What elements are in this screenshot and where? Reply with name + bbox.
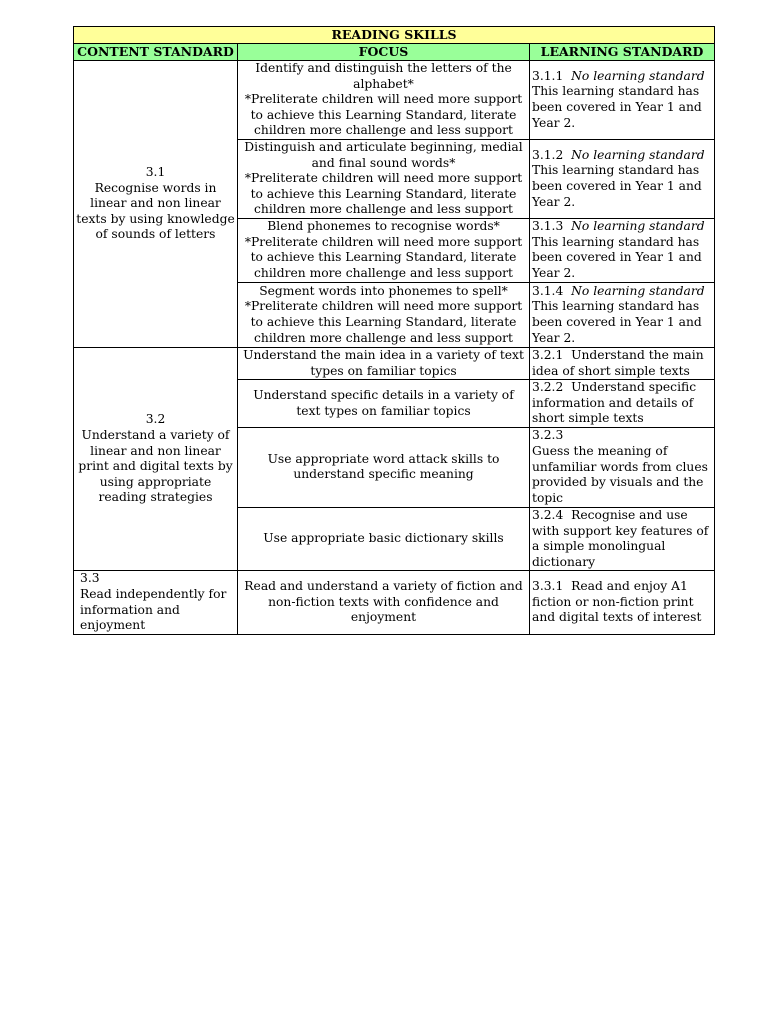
- ls-text: Read and enjoy A1 fiction or non-fiction print and digital texts of interest: [532, 579, 702, 625]
- learning-standard-cell: [530, 507, 715, 570]
- ls-code: 3.2.2: [532, 380, 564, 395]
- focus-main: Understand the main idea in a variety of text types on familiar topics: [243, 347, 524, 378]
- header-content-standard: CONTENT STANDARD: [74, 44, 238, 61]
- focus-cell: [238, 140, 530, 219]
- focus-main: Distinguish and articulate beginning, medial and final sound words*: [244, 140, 523, 170]
- ls-code: 3.1.4: [532, 283, 564, 298]
- ls-text: Recognise and use with support key features of a simple monolingual dictionary: [532, 507, 709, 569]
- content-standard-cell: [74, 61, 238, 348]
- ls-text: This learning standard has been covered in Year 1 and Year 2.: [532, 299, 702, 345]
- table-title: READING SKILLS: [74, 27, 715, 44]
- focus-main: Understand specific details in a variety of text types on familiar topics: [253, 387, 514, 418]
- ls-text: This learning standard has been covered in Year 1 and Year 2.: [532, 84, 702, 130]
- ls-text: This learning standard has been covered in Year 1 and Year 2.: [532, 234, 702, 281]
- ls-code: 3.2.3: [532, 428, 564, 443]
- ls-note: No learning standard: [571, 68, 705, 83]
- focus-main: Read and understand a variety of fiction and non-fiction texts with confidence and enjoyment: [244, 579, 523, 625]
- content-standard-code: 3.1: [145, 165, 166, 179]
- focus-main: Segment words into phonemes to spell*: [259, 283, 508, 298]
- content-standard-code: 3.3: [80, 571, 100, 586]
- table-row: [74, 571, 715, 634]
- content-standard-cell: [74, 347, 238, 570]
- focus-cell: [238, 571, 530, 634]
- header-focus: FOCUS: [238, 44, 530, 61]
- content-standard-text: Read independently for information and enjoyment: [80, 586, 227, 633]
- ls-text: Guess the meaning of unfamiliar words from clues provided by visuals and the topic: [532, 444, 708, 505]
- document-page: [73, 26, 714, 635]
- reading-skills-table: [73, 26, 715, 635]
- focus-main: Use appropriate basic dictionary skills: [263, 531, 504, 546]
- focus-main: Identify and distinguish the letters of the alphabet*: [255, 61, 512, 91]
- focus-cell: [238, 218, 530, 282]
- ls-note: No learning standard: [571, 219, 705, 234]
- content-standard-text: Recognise words in linear and non linear texts by using knowledge of sounds of letters: [76, 180, 235, 242]
- focus-note: *Preliterate children will need more support to achieve this Learning Standard, literate children more challenge and less support: [244, 234, 523, 281]
- header-learning-standard: LEARNING STANDARD: [530, 44, 715, 61]
- ls-text: Understand specific information and details of short simple texts: [532, 380, 697, 426]
- focus-cell: [238, 61, 530, 140]
- content-standard-code: 3.2: [145, 412, 166, 427]
- table-row: [74, 61, 715, 140]
- ls-code: 3.2.1: [532, 347, 564, 362]
- learning-standard-cell: [530, 282, 715, 347]
- learning-standard-cell: [530, 218, 715, 282]
- focus-note: *Preliterate children will need more support to achieve this Learning Standard, literate children more challenge and less support: [244, 171, 523, 217]
- focus-main: Blend phonemes to recognise words*: [267, 219, 500, 234]
- content-standard-cell: [74, 571, 238, 634]
- learning-standard-cell: [530, 347, 715, 379]
- focus-cell: [238, 282, 530, 347]
- focus-note: *Preliterate children will need more support to achieve this Learning Standard, literate children more challenge and less support: [244, 299, 523, 345]
- ls-code: 3.3.1: [532, 579, 564, 594]
- learning-standard-cell: [530, 427, 715, 507]
- ls-code: 3.2.4: [532, 507, 564, 522]
- focus-cell: [238, 380, 530, 428]
- table-header-row: [74, 44, 715, 61]
- ls-text: Understand the main idea of short simple texts: [532, 347, 704, 378]
- table-row: [74, 347, 715, 379]
- ls-code: 3.1.2: [532, 147, 564, 162]
- ls-note: No learning standard: [571, 283, 705, 298]
- table-title-row: [74, 27, 715, 44]
- ls-code: 3.1.1: [532, 68, 564, 83]
- ls-code: 3.1.3: [532, 219, 564, 234]
- learning-standard-cell: [530, 380, 715, 428]
- focus-main: Use appropriate word attack skills to understand specific meaning: [267, 451, 500, 482]
- ls-note: No learning standard: [571, 147, 705, 162]
- learning-standard-cell: [530, 571, 715, 634]
- focus-cell: [238, 347, 530, 379]
- ls-text: This learning standard has been covered in Year 1 and Year 2.: [532, 163, 702, 209]
- learning-standard-cell: [530, 140, 715, 219]
- focus-note: *Preliterate children will need more support to achieve this Learning Standard, literate children more challenge and less support: [244, 92, 523, 138]
- focus-cell: [238, 427, 530, 507]
- content-standard-text: Understand a variety of linear and non linear print and digital texts by using appropriate reading strategies: [78, 427, 233, 505]
- learning-standard-cell: [530, 61, 715, 140]
- focus-cell: [238, 507, 530, 570]
